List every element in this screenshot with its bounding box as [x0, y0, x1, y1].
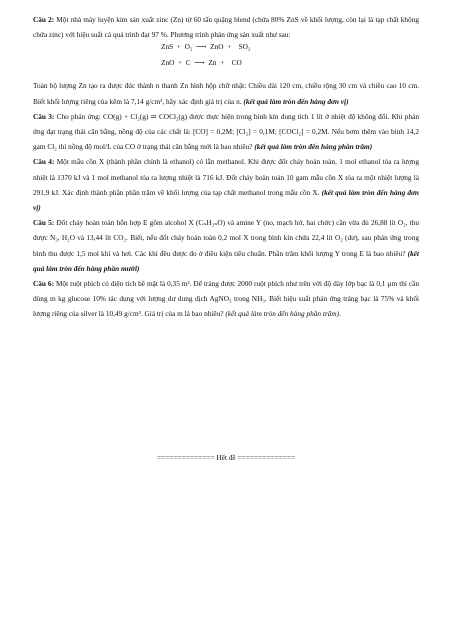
question-5-note: (kết quả làm tròn đến hàng phần mười) [33, 248, 419, 273]
question-2-intro [33, 12, 419, 42]
question-2-label: Câu 2: [33, 15, 55, 24]
question-5-label: Câu 5: [33, 218, 55, 228]
question-5-text: Đốt cháy hoàn toàn hỗn hợp E gồm alcohol X (CₙH₂ₙO) và amine Y (no, mạch hở, hai chức) cần vừa đủ 26,88 lít O₂, thu được N₂, H₂O và 13,44 lít CO₂. Biết, nếu đốt cháy hoàn toàn 0,2 mol X trong bình kín chứa 22,4 lít O₂ (dư), sau phản ứng trong bình thu được 1,5 mol khí và hơi. Các khí đều được đo ở điều kiện tiêu chuẩn. Phần trăm khối lượng Y trong E là bao nhiêu? [33, 218, 419, 258]
question-2-intro-text: Một nhà máy luyện kim sản xuất zinc (Zn) từ 60 tấn quặng blend (chứa 80% ZnS về khối lượng, còn lại là tạp chất không chứa zinc) với hiệu suất cả quá trình đạt 97 %. Phương trình phản ứng sản xuất như sau: [33, 15, 419, 40]
question-6-label: Câu 6: [33, 279, 55, 289]
question-3-label: Câu 3: [33, 111, 55, 121]
reaction-equations [33, 42, 419, 78]
question-4-label: Câu 4: [33, 157, 55, 167]
question-6 [33, 276, 419, 322]
question-3 [33, 109, 419, 155]
question-2-note: (kết quả làm tròn đến hàng đơn vị) [243, 96, 349, 106]
question-5 [33, 215, 419, 276]
question-2-body [33, 78, 419, 108]
end-of-exam-marker: ============== Hết đề ============== [156, 453, 296, 462]
question-6-note: (kết quả làm tròn đến hàng phần trăm) [225, 309, 340, 319]
question-3-text: Cho phản ứng: CO(g) + Cl₂(g) ⇌ COCl₂(g) được thực hiện trong bình kín dung tích 1 lít ở nhiệt độ không đổi. Khi phản ứng đạt trạng thái cân bằng, nồng độ của các chất là: [CO] = 0,2M; [Cl₂] = 0,1M; [COCl₂] = 0,2M. Nếu bơm thêm vào bình 14,2 gam Cl₂ thì nồng độ mol/L của CO ở trạng thái cân bằng mới là bao nhiêu? [33, 111, 419, 152]
question-4 [33, 154, 419, 215]
question-4-note: (kết quả làm tròn đến hàng đơn vị) [33, 187, 419, 213]
question-3-note: (kết quả làm tròn đến hàng phần trăm) [254, 142, 373, 152]
exam-content [33, 12, 419, 462]
question-2-body-text: Toàn bộ lượng Zn tạo ra được đúc thành n thanh Zn hình hộp chữ nhật: Chiều dài 120 cm, chiều rộng 30 cm và chiều cao 10 cm. Biết khối lượng riêng của kẽm là 7,14 g/cm³, hãy xác định giá trị của n. [33, 81, 419, 106]
reaction-1: ZnS + O₂ ⟶ ZnO + SO₂ [161, 42, 251, 52]
question-6-tail: . [339, 309, 341, 319]
question-4-text: Một mẫu cồn X (thành phần chính là ethanol) có lẫn methanol. Khi được đốt cháy hoàn toàn, 1 mol ethanol tỏa ra lượng nhiệt là 1370 kJ và 1 mol methanol tỏa ra lượng nhiệt là 716 kJ. Đốt cháy hoàn toàn 10 gam mẫu cồn X tỏa ra một nhiệt lượng là 291,9 kJ. Xác định thành phần phần trăm về khối lượng của tạp chất methanol trong mẫu cồn X. [33, 157, 419, 197]
question-6-text: Một ruột phích có diện tích bề mặt là 0,35 m². Để tráng được 2000 ruột phích như trên với độ dày lớp bạc là 0,1 µm thì cần dùng m kg glucose 10% tác dụng với lượng dư dung dịch AgNO₃ trong NH₃. Biết hiệu suất phản ứng tráng bạc là 75% và khối lượng riêng của silver là 10,49 g/cm³. Giá trị của m là bao nhiêu? [33, 279, 419, 319]
reaction-2: ZnO + C ⟶ Zn + CO [161, 58, 242, 68]
